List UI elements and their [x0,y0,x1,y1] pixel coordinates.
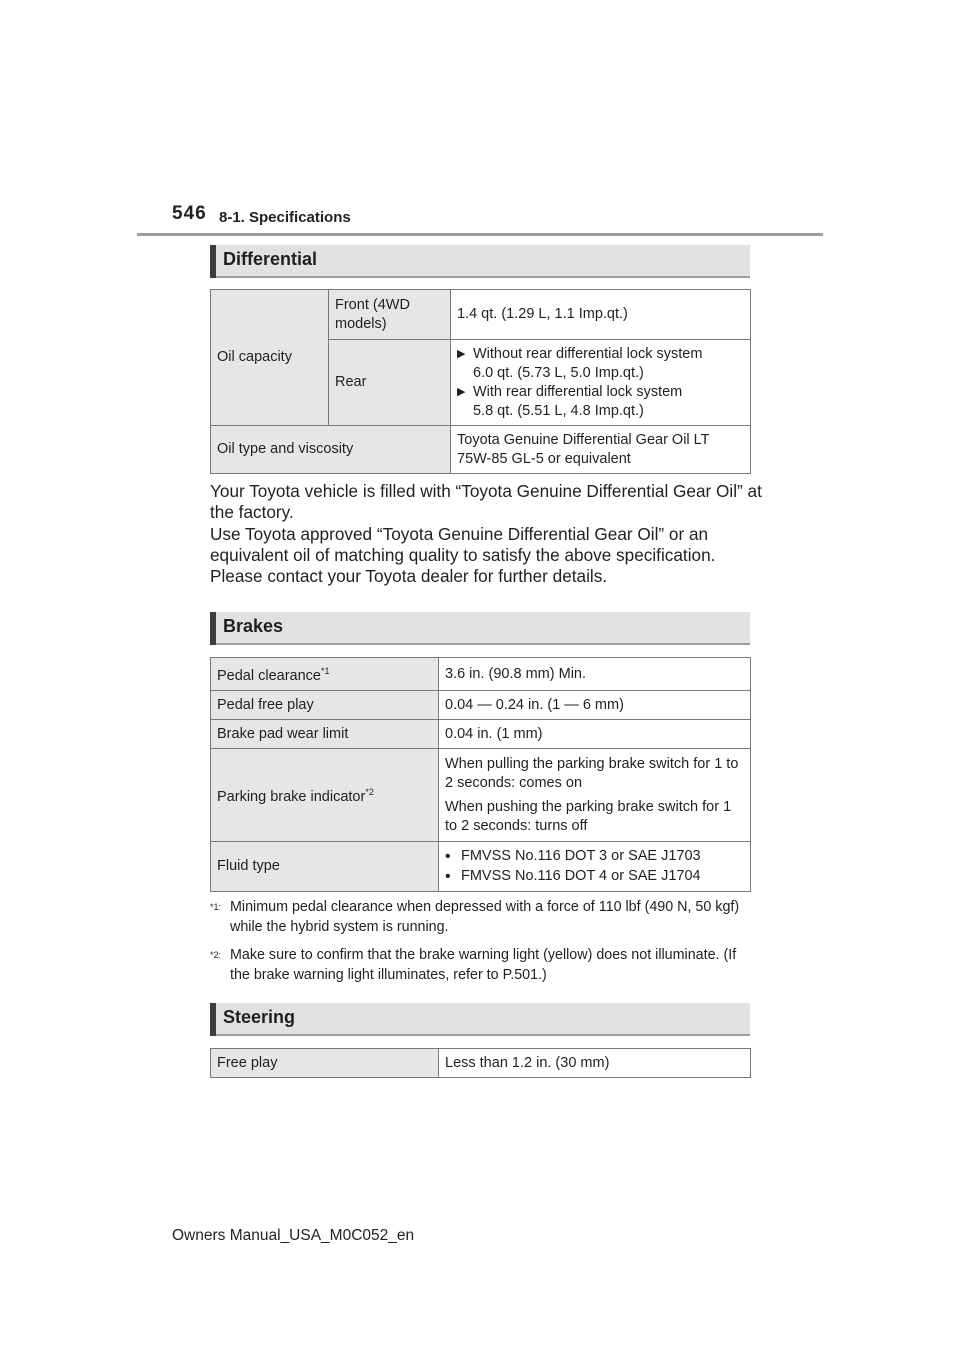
front-label: Front (4WD models) [329,290,451,340]
rear-value [451,340,751,426]
indicator-pull: When pulling the parking brake switch for 1 to 2 seconds: comes on [445,755,739,791]
free-play-value: Less than 1.2 in. (30 mm) [439,1049,751,1078]
table-row [211,290,751,340]
footnote-mark-text: *2 [210,950,219,960]
table-row [211,1049,751,1078]
rear-item-line2: 6.0 qt. (5.73 L, 5.0 Imp.qt.) [473,364,644,381]
section-bar-brakes [210,612,750,645]
table-row [211,426,751,474]
steering-table [210,1048,751,1078]
pedal-clearance-label [211,658,439,691]
footnote-2 [210,945,755,985]
running-head: 8-1. Specifications [219,209,351,226]
rear-item-line1: Without rear differential lock system [473,345,703,362]
footer-text: Owners Manual_USA_M0C052_en [172,1227,415,1244]
table-row [211,720,751,749]
pedal-free-play-value: 0.04 — 0.24 in. (1 — 6 mm) [439,691,751,720]
list-item [457,383,744,402]
triangle-bullet-icon: ▶ [457,347,466,360]
triangle-bullet-icon: ▶ [457,385,466,398]
free-play-label: Free play [211,1049,439,1078]
page-number: 546 [172,203,207,224]
fluid-type-value [439,842,751,892]
paragraph-line: Your Toyota vehicle is filled with “Toyota Genuine Differential Gear Oil” at the factory. [210,481,762,523]
indicator-push: When pushing the parking brake switch for 1 to 2 seconds: turns off [445,798,732,834]
paragraph-line: Use Toyota approved “Toyota Genuine Differential Gear Oil” or an equivalent oil of matching quality to satisfy the above specification. [210,523,716,565]
fluid-item: FMVSS No.116 DOT 3 or SAE J1703 [461,847,701,864]
section-bar-steering [210,1003,750,1036]
footnote-ref: *2 [365,787,374,798]
parking-indicator-value [439,749,751,842]
footnote-ref: *1 [321,666,330,677]
footnote-mark-text: *1 [210,902,219,912]
oil-type-value: Toyota Genuine Differential Gear Oil LT 75W-85 GL-5 or equivalent [451,426,751,474]
rear-label: Rear [329,340,451,426]
footnote-mark: *1: [210,902,222,912]
section-title: Differential [223,249,318,269]
table-row [211,691,751,720]
pad-wear-limit-value: 0.04 in. (1 mm) [439,720,751,749]
pad-wear-limit-label: Brake pad wear limit [211,720,439,749]
table-row [211,658,751,691]
bullet-icon [445,847,461,867]
pedal-clearance-value: 3.6 in. (90.8 mm) Min. [439,658,751,691]
label-text: Pedal clearance [217,667,321,684]
paragraph-line: Please contact your Toyota dealer for further details. [210,566,608,587]
section-title: Brakes [223,616,284,636]
pedal-free-play-label: Pedal free play [211,691,439,720]
table-row [211,749,751,842]
table-row [211,842,751,892]
section-bar-differential [210,245,750,278]
header-rule [137,233,823,236]
oil-capacity-label: Oil capacity [211,290,329,426]
differential-paragraph [210,481,770,587]
fluid-type-label: Fluid type [211,842,439,892]
differential-table [210,289,751,474]
footnote-text: Make sure to confirm that the brake warning light (yellow) does not illuminate. (If the brake warning light illuminates, refer to P.501.) [230,947,737,983]
brakes-table [210,657,751,892]
footnote-text: Minimum pedal clearance when depressed with a force of 110 lbf (490 N, 50 kgf) while the hybrid system is running. [230,899,740,935]
fluid-item: FMVSS No.116 DOT 4 or SAE J1704 [461,867,701,884]
label-text: Parking brake indicator [217,788,366,805]
bullet-icon [445,867,461,887]
list-item [457,345,744,364]
parking-indicator-label [211,749,439,842]
rear-item-line2: 5.8 qt. (5.51 L, 4.8 Imp.qt.) [473,402,644,419]
footnote-mark: *2: [210,950,222,960]
footnote-1 [210,897,755,937]
list-item [445,867,744,887]
rear-item-line1: With rear differential lock system [473,383,683,400]
oil-type-label: Oil type and viscosity [211,426,451,474]
section-title: Steering [223,1007,296,1027]
front-value: 1.4 qt. (1.29 L, 1.1 Imp.qt.) [451,290,751,340]
list-item [445,847,744,867]
